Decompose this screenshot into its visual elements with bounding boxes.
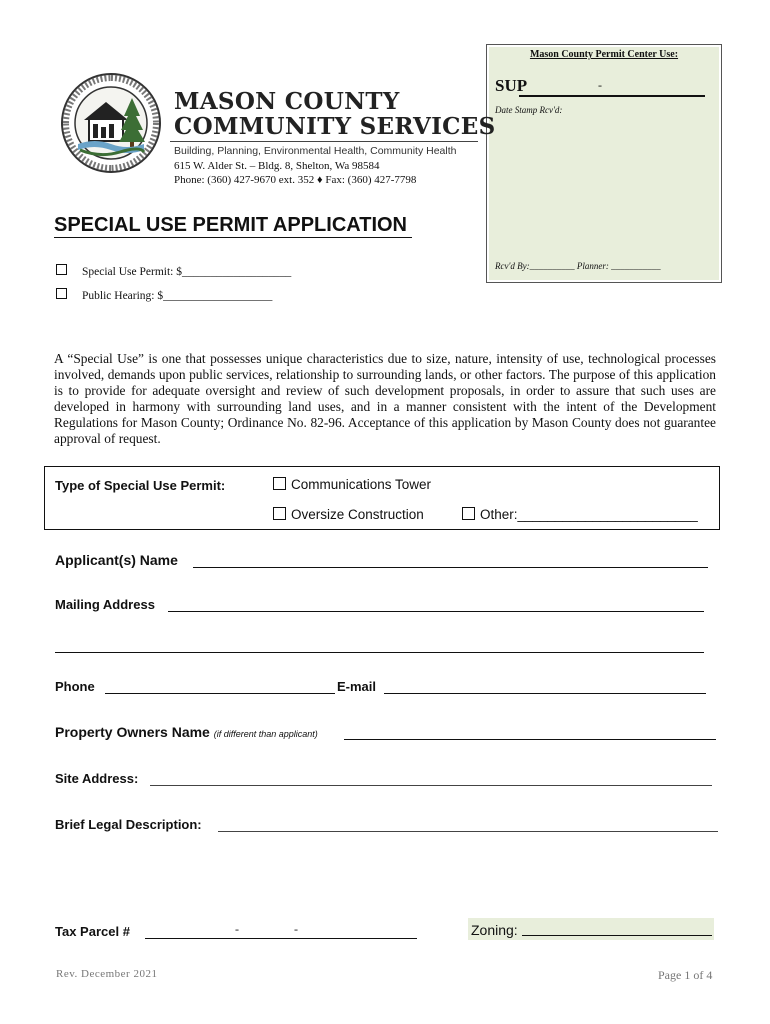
page-number: Page 1 of 4 <box>658 968 713 982</box>
email-label: E-mail <box>337 679 377 694</box>
permit-type-label: Type of Special Use Permit: <box>55 478 226 493</box>
org-phone-fax: Phone: (360) 427-9670 ext. 352 ♦ Fax: (360) 427-7798 <box>174 174 417 186</box>
property-owners-field[interactable] <box>344 739 716 740</box>
revision-date: Rev. December 2021 <box>56 968 158 980</box>
other-type-checkbox[interactable] <box>462 507 475 520</box>
legal-description-field[interactable] <box>218 831 718 832</box>
property-owners-label-text: Property Owners Name <box>55 724 210 740</box>
zoning-label: Zoning: <box>471 922 518 938</box>
public-hearing-fee-checkbox[interactable] <box>56 288 67 299</box>
tax-parcel-field[interactable] <box>145 938 417 939</box>
org-address: 615 W. Alder St. – Bldg. 8, Shelton, Wa 98584 <box>174 160 380 172</box>
oversize-construction-checkbox[interactable] <box>273 507 286 520</box>
org-name-line2: COMMUNITY SERVICES <box>174 113 496 140</box>
other-type-field[interactable]: Other:________________________ <box>480 507 698 522</box>
mailing-address-field[interactable] <box>168 611 704 612</box>
site-address-label: Site Address: <box>55 771 139 786</box>
form-title: SPECIAL USE PERMIT APPLICATION <box>54 214 407 236</box>
sup-number-field[interactable] <box>519 95 705 97</box>
communications-tower-label: Communications Tower <box>291 477 432 492</box>
received-by-planner-line[interactable]: Rcv'd By:__________ Planner: ___________ <box>495 261 661 271</box>
tax-parcel-dash-1: - <box>235 922 239 936</box>
oversize-construction-label: Oversize Construction <box>291 507 424 522</box>
phone-label: Phone <box>55 679 95 694</box>
applicant-name-field[interactable] <box>193 567 708 568</box>
email-field[interactable] <box>384 693 706 694</box>
public-hearing-fee-line[interactable]: Public Hearing: $___________________ <box>82 290 273 302</box>
title-underline <box>54 237 412 238</box>
site-address-field[interactable] <box>150 785 712 786</box>
special-use-fee-checkbox[interactable] <box>56 264 67 275</box>
property-owners-note: (if different than applicant) <box>213 729 318 739</box>
phone-field[interactable] <box>105 693 335 694</box>
permit-center-box <box>486 44 722 283</box>
property-owners-label <box>55 724 318 740</box>
org-tagline: Building, Planning, Environmental Health, Community Health <box>174 145 457 157</box>
date-stamp-label: Date Stamp Rcv'd: <box>495 105 563 115</box>
header-divider <box>170 141 478 142</box>
mailing-address-label: Mailing Address <box>55 597 155 612</box>
sup-dash: - <box>598 78 602 92</box>
legal-description-label: Brief Legal Description: <box>55 817 202 832</box>
applicant-name-label: Applicant(s) Name <box>55 552 178 568</box>
mailing-address-field-line2[interactable] <box>55 652 704 653</box>
intro-paragraph: A “Special Use” is one that possesses unique characteristics due to size, nature, intensity of use, technological processes involved, demands upon public services, relationship to surrounding lands, or other factors. The purpose of this application is to provide for adequate oversight and review of such development proposals, in order to assure that such uses are developed in harmony with surrounding land uses, and in a manner consistent with the intent of the Development Regulations for Mason County; Ordinance No. 82-96. Acceptance of this application by Mason County does not guarantee approval of request. <box>54 351 716 446</box>
permit-center-title: Mason County Permit Center Use: <box>529 49 679 60</box>
org-name-line1: MASON COUNTY <box>174 88 400 115</box>
special-use-fee-line[interactable]: Special Use Permit: $___________________ <box>82 266 292 278</box>
county-seal-icon <box>60 72 162 174</box>
zoning-field[interactable] <box>522 935 712 936</box>
tax-parcel-label: Tax Parcel # <box>55 924 130 939</box>
sup-number-label: SUP <box>495 76 528 95</box>
communications-tower-checkbox[interactable] <box>273 477 286 490</box>
tax-parcel-dash-2: - <box>294 922 298 936</box>
